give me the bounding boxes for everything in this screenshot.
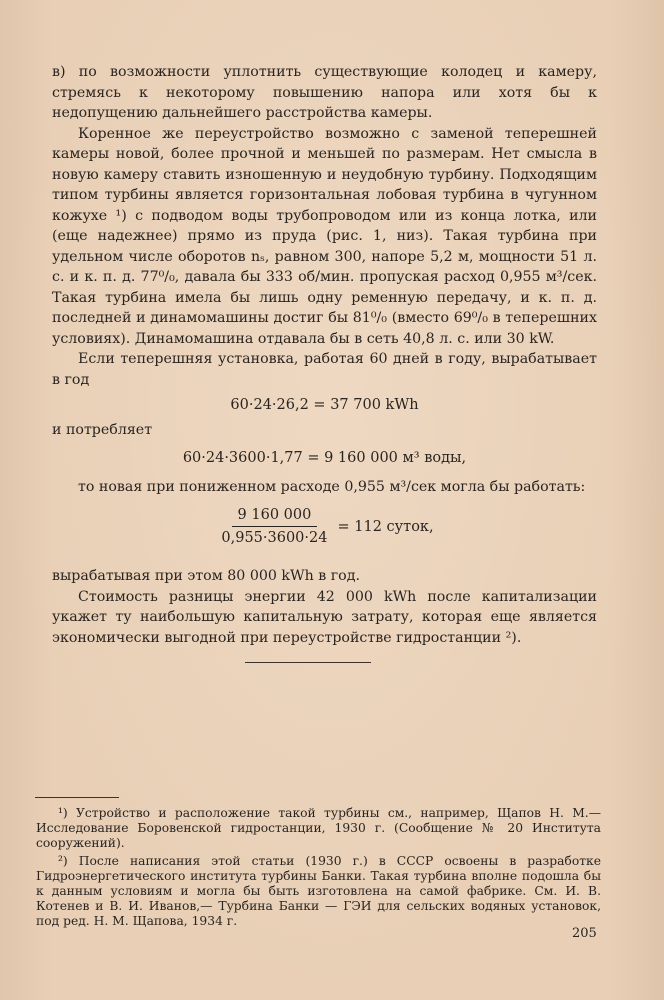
footnotes: [36, 806, 601, 928]
paragraph-1: в) по возможности уплотнить существующие колодец и камеру, стремясь к некоторому повышению напора или хотя бы к недопущению дальнейшего расстройства камеры.: [52, 64, 597, 121]
paragraph-5: то новая при пониженном расходе 0,955 м³/сек могла бы работать:: [78, 478, 586, 495]
section-divider: [245, 662, 371, 663]
formula-water: 60·24·3600·1,77 = 9 160 000 м³ воды,: [182, 449, 467, 466]
page-number: 205: [572, 926, 597, 941]
formula-days: [52, 505, 597, 548]
page-body: [52, 62, 597, 648]
fraction: [215, 505, 333, 548]
footnote-2: ²) После написания этой статьи (1930 г.) в СССР освоены в разработке Гидроэнергетического института турбины Банки. Такая турбина вполне подошла бы к данным условиям и могла бы быть изготовлена на самой фабрике. См. И. В. Котенев и В. И. Иванов,— Турбина Банки — ГЭИ для сельских водяных установок, под ред. Н. М. Щапова, 1934 г.: [36, 854, 601, 928]
paragraph-6: вырабатывая при этом 80 000 kWh в год.: [52, 568, 360, 584]
fraction-result: = 112 суток,: [337, 518, 434, 535]
fraction-numerator: 9 160 000: [232, 505, 318, 527]
paragraph-4: и потребляет: [52, 422, 153, 438]
fraction-denominator: 0,955·3600·24: [221, 530, 328, 546]
paragraph-3: Если теперешняя установка, работая 60 дней в году, вырабатывает в год: [52, 351, 597, 388]
paragraph-7: Стоимость разницы энергии 42 000 kWh после капитализации укажет ту наибольшую капитальную затрату, которая еще является экономически выгодной при переустройстве гидростанции ²).: [52, 588, 597, 646]
formula-energy: 60·24·26,2 = 37 700 kWh: [230, 397, 419, 413]
footnote-1: ¹) Устройство и расположение такой турбины см., например, Щапов Н. М.— Исследование Боровенской гидростанции, 1930 г. (Сообщение № 20 Института сооружений).: [36, 806, 601, 850]
footnote-divider: [35, 797, 119, 798]
paragraph-2: Коренное же переустройство возможно с заменой теперешней камеры новой, более прочной и меньшей по размерам. Нет смысла в новую камеру ставить изношенную и неудобную турбину. Подходящим типом турбины является горизонтальная лобовая турбина в чугунном кожухе ¹) с подводом воды трубопроводом или из конца лотка, или (еще надежнее) прямо из пруда (рис. 1, низ). Такая турбина при удельном числе оборотов nₛ, равном 300, напоре 5,2 м, мощности 51 л. с. и к. п. д. 77⁰/₀, давала бы 333 об/мин. пропуская расход 0,955 м³/сек. Такая турбина имела бы лишь одну ременную передачу, и к. п. д. последней и динамомашины достиг бы 81⁰/₀ (вместо 69⁰/₀ в теперешних условиях). Динамомашина отдавала бы в сеть 40,8 л. с. или 30 kW.: [52, 125, 597, 347]
